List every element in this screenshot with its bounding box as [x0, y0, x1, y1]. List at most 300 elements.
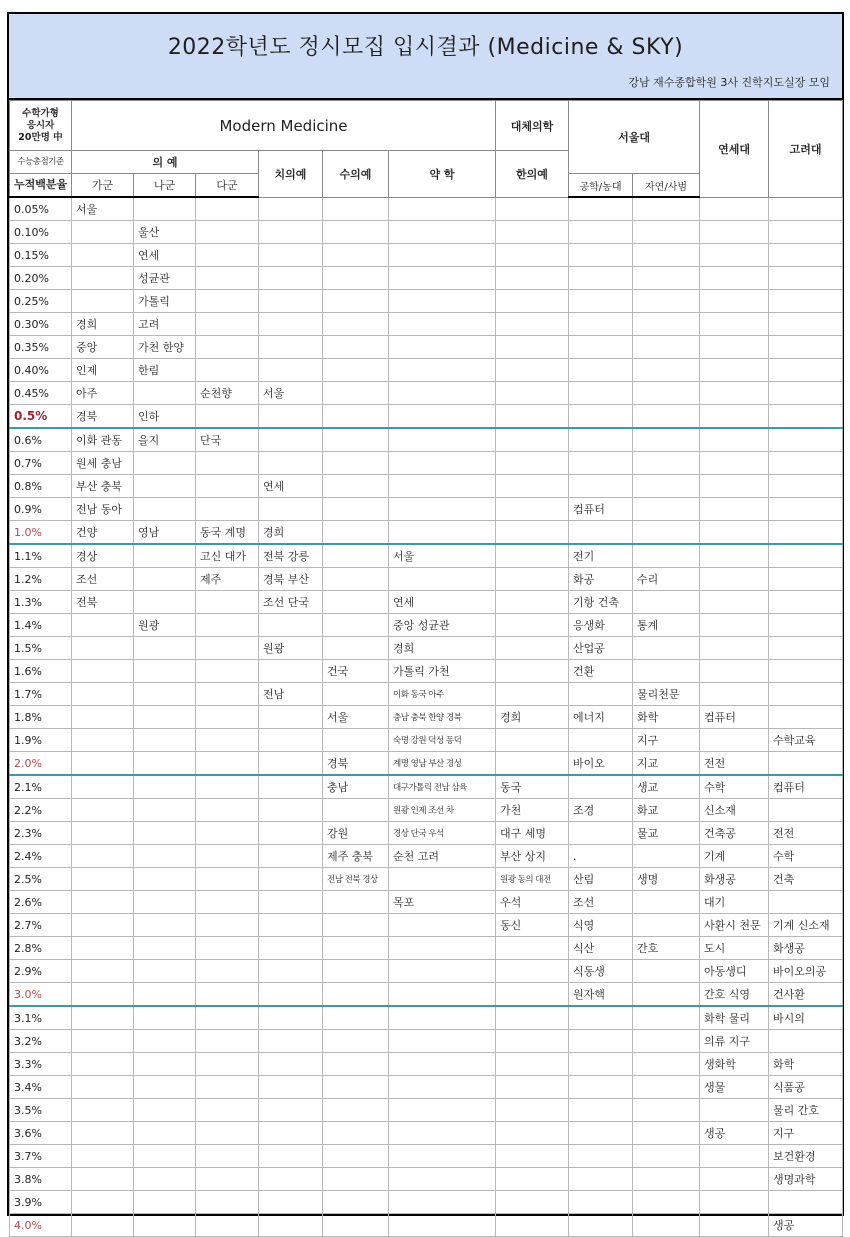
table-cell-snu-eng — [569, 244, 633, 267]
table-cell-pharm: 숙명 강원 덕성 동덕 — [389, 729, 496, 752]
table-cell-snu-eng — [569, 1099, 633, 1122]
table-cell-pharm: 서울 — [389, 544, 496, 568]
table-cell-yonsei — [700, 1099, 769, 1122]
table-cell-dent: 원광 — [259, 637, 323, 660]
table-cell-yonsei — [700, 591, 769, 614]
table-cell-ga — [72, 1006, 134, 1030]
table-cell-snu-sci — [633, 1122, 700, 1145]
table-cell-korea — [769, 244, 843, 267]
table-cell-yonsei — [700, 637, 769, 660]
table-cell-dent — [259, 1122, 323, 1145]
table-cell-snu-sci — [633, 914, 700, 937]
table-cell-korea — [769, 568, 843, 591]
table-cell-vet — [323, 1214, 389, 1237]
table-cell-yonsei: 건축공 — [700, 822, 769, 845]
table-cell-ga: 이화 관동 — [72, 428, 134, 452]
table-cell-yonsei — [700, 475, 769, 498]
table-cell-da — [196, 683, 259, 706]
table-cell-vet — [323, 729, 389, 752]
table-cell-ga: 서울 — [72, 197, 134, 221]
table-cell-yonsei: 대기 — [700, 891, 769, 914]
table-cell-dent — [259, 1006, 323, 1030]
table-cell-na — [134, 1006, 196, 1030]
table-cell-snu-eng — [569, 1076, 633, 1099]
table-cell-yonsei — [700, 452, 769, 475]
pharmacy-header: 약 학 — [389, 151, 496, 198]
table-cell-korea: 전전 — [769, 822, 843, 845]
percentile-cell: 2.2% — [10, 799, 72, 822]
table-row — [10, 1006, 843, 1030]
table-cell-orient — [496, 660, 569, 683]
table-cell-korea — [769, 683, 843, 706]
percentile-cell: 4.0% — [10, 1214, 72, 1237]
alt-medicine-header: 대체의학 — [496, 101, 569, 151]
table-cell-vet — [323, 1145, 389, 1168]
table-cell-orient — [496, 1053, 569, 1076]
table-cell-orient: 경희 — [496, 706, 569, 729]
table-cell-yonsei — [700, 221, 769, 244]
table-cell-ga: 부산 충북 — [72, 475, 134, 498]
title-block — [9, 14, 842, 100]
table-cell-pharm — [389, 267, 496, 290]
table-cell-snu-eng: . — [569, 845, 633, 868]
percentile-cell: 3.2% — [10, 1030, 72, 1053]
percentile-cell: 0.8% — [10, 475, 72, 498]
table-cell-snu-sci — [633, 521, 700, 545]
table-cell-snu-eng — [569, 405, 633, 429]
table-cell-na: 고려 — [134, 313, 196, 336]
table-cell-korea — [769, 313, 843, 336]
table-cell-na — [134, 729, 196, 752]
table-row — [10, 1122, 843, 1145]
table-cell-vet — [323, 1053, 389, 1076]
table-cell-snu-eng — [569, 267, 633, 290]
table-cell-da — [196, 891, 259, 914]
percentile-cell: 3.8% — [10, 1168, 72, 1191]
table-cell-na: 연세 — [134, 244, 196, 267]
table-cell-snu-eng — [569, 521, 633, 545]
table-cell-orient — [496, 960, 569, 983]
table-cell-dent — [259, 336, 323, 359]
table-cell-vet — [323, 382, 389, 405]
table-row — [10, 960, 843, 983]
table-row — [10, 1053, 843, 1076]
percentile-cell: 0.25% — [10, 290, 72, 313]
table-cell-ga — [72, 1053, 134, 1076]
table-cell-na — [134, 498, 196, 521]
percentile-cell: 1.0% — [10, 521, 72, 545]
table-cell-ga — [72, 822, 134, 845]
table-cell-vet: 서울 — [323, 706, 389, 729]
table-cell-snu-eng — [569, 1145, 633, 1168]
table-cell-ga — [72, 891, 134, 914]
table-cell-da — [196, 244, 259, 267]
table-cell-snu-sci — [633, 290, 700, 313]
percentile-cell: 2.5% — [10, 868, 72, 891]
table-cell-ga: 아주 — [72, 382, 134, 405]
table-cell-na: 한림 — [134, 359, 196, 382]
table-cell-pharm — [389, 475, 496, 498]
table-cell-dent — [259, 706, 323, 729]
table-cell-korea: 수학 — [769, 845, 843, 868]
table-row — [10, 568, 843, 591]
table-cell-snu-sci — [633, 591, 700, 614]
table-row — [10, 683, 843, 706]
table-cell-yonsei — [700, 729, 769, 752]
table-cell-snu-sci — [633, 267, 700, 290]
table-cell-snu-sci: 수리 — [633, 568, 700, 591]
table-cell-pharm — [389, 1122, 496, 1145]
table-cell-snu-eng: 원자핵 — [569, 983, 633, 1007]
table-cell-pharm: 목포 — [389, 891, 496, 914]
table-cell-ga: 경희 — [72, 313, 134, 336]
table-cell-korea — [769, 382, 843, 405]
table-row — [10, 891, 843, 914]
table-cell-na — [134, 845, 196, 868]
table-cell-da — [196, 1030, 259, 1053]
table-cell-na — [134, 1168, 196, 1191]
table-cell-yonsei — [700, 244, 769, 267]
table-cell-da — [196, 1122, 259, 1145]
table-cell-ga — [72, 706, 134, 729]
table-cell-yonsei: 아동생디 — [700, 960, 769, 983]
table-cell-dent — [259, 1145, 323, 1168]
percentile-cell: 0.05% — [10, 197, 72, 221]
table-cell-vet: 경북 — [323, 752, 389, 776]
percentile-cell: 1.6% — [10, 660, 72, 683]
table-cell-da — [196, 1214, 259, 1237]
table-cell-na — [134, 1214, 196, 1237]
table-cell-pharm — [389, 405, 496, 429]
table-cell-yonsei — [700, 568, 769, 591]
table-cell-ga — [72, 729, 134, 752]
table-cell-ga: 건양 — [72, 521, 134, 545]
table-cell-da — [196, 960, 259, 983]
percentile-cell: 0.15% — [10, 244, 72, 267]
table-cell-na — [134, 960, 196, 983]
table-cell-vet — [323, 1191, 389, 1214]
table-cell-vet — [323, 428, 389, 452]
table-cell-orient — [496, 1214, 569, 1237]
table-cell-dent — [259, 960, 323, 983]
table-cell-na — [134, 983, 196, 1007]
table-cell-dent — [259, 752, 323, 776]
table-cell-vet — [323, 568, 389, 591]
table-cell-orient — [496, 475, 569, 498]
table-cell-dent: 전북 강릉 — [259, 544, 323, 568]
table-cell-snu-eng — [569, 683, 633, 706]
table-row — [10, 359, 843, 382]
table-cell-snu-eng — [569, 428, 633, 452]
table-cell-dent — [259, 1030, 323, 1053]
table-cell-da — [196, 197, 259, 221]
table-row — [10, 475, 843, 498]
table-cell-dent — [259, 729, 323, 752]
table-row — [10, 729, 843, 752]
table-cell-da — [196, 1145, 259, 1168]
table-cell-korea — [769, 498, 843, 521]
table-cell-orient — [496, 683, 569, 706]
table-cell-korea — [769, 752, 843, 776]
percentile-cell: 2.0% — [10, 752, 72, 776]
table-cell-snu-sci — [633, 891, 700, 914]
table-cell-vet — [323, 983, 389, 1007]
table-row — [10, 752, 843, 776]
table-cell-da — [196, 498, 259, 521]
table-cell-na — [134, 1191, 196, 1214]
table-cell-yonsei — [700, 313, 769, 336]
table-cell-orient: 대구 세명 — [496, 822, 569, 845]
table-cell-snu-eng — [569, 1053, 633, 1076]
table-cell-snu-eng: 화공 — [569, 568, 633, 591]
table-cell-korea: 바이오의공 — [769, 960, 843, 983]
table-cell-snu-sci: 통계 — [633, 614, 700, 637]
table-cell-pharm — [389, 1214, 496, 1237]
table-cell-snu-sci — [633, 1030, 700, 1053]
table-cell-korea — [769, 428, 843, 452]
table-cell-snu-sci: 화학 — [633, 706, 700, 729]
table-cell-vet: 건국 — [323, 660, 389, 683]
table-cell-korea: 화학 — [769, 1053, 843, 1076]
table-cell-snu-sci — [633, 428, 700, 452]
table-cell-snu-eng — [569, 1030, 633, 1053]
table-cell-da — [196, 983, 259, 1007]
table-cell-ga — [72, 637, 134, 660]
table-cell-snu-sci — [633, 382, 700, 405]
ga-header: 가군 — [72, 174, 134, 198]
table-cell-dent — [259, 267, 323, 290]
table-cell-dent — [259, 799, 323, 822]
table-row — [10, 1076, 843, 1099]
table-cell-da — [196, 267, 259, 290]
table-cell-na: 성균관 — [134, 267, 196, 290]
table-cell-snu-eng — [569, 290, 633, 313]
percentile-cell: 1.5% — [10, 637, 72, 660]
korea-header: 고려대 — [769, 101, 843, 198]
table-cell-ga — [72, 799, 134, 822]
table-cell-vet — [323, 1122, 389, 1145]
table-cell-ga — [72, 1145, 134, 1168]
table-cell-korea: 물리 간호 — [769, 1099, 843, 1122]
corner-header-top: 수학가형 응시자 20만명 中 — [10, 101, 72, 151]
table-cell-na — [134, 452, 196, 475]
table-cell-vet — [323, 1006, 389, 1030]
table-cell-da — [196, 660, 259, 683]
table-row — [10, 937, 843, 960]
table-cell-da — [196, 937, 259, 960]
table-cell-da: 동국 계명 — [196, 521, 259, 545]
table-cell-pharm — [389, 197, 496, 221]
table-cell-dent — [259, 891, 323, 914]
table-cell-ga — [72, 937, 134, 960]
table-cell-da — [196, 799, 259, 822]
table-cell-vet — [323, 683, 389, 706]
table-cell-snu-eng — [569, 313, 633, 336]
table-cell-dent — [259, 359, 323, 382]
table-cell-snu-sci: 생교 — [633, 775, 700, 799]
percentile-cell: 3.0% — [10, 983, 72, 1007]
table-cell-ga — [72, 983, 134, 1007]
table-cell-snu-eng: 식동생 — [569, 960, 633, 983]
table-cell-dent — [259, 428, 323, 452]
table-cell-orient — [496, 521, 569, 545]
table-cell-korea — [769, 1030, 843, 1053]
table-cell-na — [134, 683, 196, 706]
table-cell-vet — [323, 799, 389, 822]
table-cell-vet — [323, 498, 389, 521]
table-row — [10, 775, 843, 799]
table-cell-dent — [259, 775, 323, 799]
table-cell-ga — [72, 660, 134, 683]
table-cell-snu-sci: 간호 — [633, 937, 700, 960]
da-header: 다군 — [196, 174, 259, 198]
table-cell-pharm — [389, 498, 496, 521]
page-title: 2022학년도 정시모집 입시결과 (Medicine & SKY) — [167, 35, 684, 60]
table-cell-da — [196, 1006, 259, 1030]
table-cell-orient — [496, 1168, 569, 1191]
table-cell-orient — [496, 614, 569, 637]
table-cell-yonsei: 생공 — [700, 1122, 769, 1145]
table-cell-ga — [72, 683, 134, 706]
percentile-cell: 0.45% — [10, 382, 72, 405]
table-cell-snu-sci — [633, 660, 700, 683]
percentile-cell: 0.6% — [10, 428, 72, 452]
table-cell-na — [134, 891, 196, 914]
table-cell-vet: 제주 충북 — [323, 845, 389, 868]
table-cell-snu-eng: 바이오 — [569, 752, 633, 776]
table-cell-da — [196, 706, 259, 729]
table-cell-na — [134, 1145, 196, 1168]
table-cell-vet — [323, 267, 389, 290]
table-cell-ga — [72, 1030, 134, 1053]
table-cell-korea: 건축 — [769, 868, 843, 891]
table-cell-dent — [259, 290, 323, 313]
table-cell-da — [196, 336, 259, 359]
table-cell-ga — [72, 1076, 134, 1099]
table-cell-vet — [323, 1099, 389, 1122]
table-cell-korea — [769, 637, 843, 660]
table-cell-pharm — [389, 290, 496, 313]
table-cell-vet: 전남 전북 경상 — [323, 868, 389, 891]
table-cell-orient — [496, 1122, 569, 1145]
table-row — [10, 290, 843, 313]
table-cell-korea — [769, 336, 843, 359]
table-cell-snu-sci — [633, 1006, 700, 1030]
table-cell-yonsei: 생화학 — [700, 1053, 769, 1076]
percentile-cell: 0.10% — [10, 221, 72, 244]
table-cell-yonsei — [700, 614, 769, 637]
table-cell-da — [196, 868, 259, 891]
table-cell-snu-eng: 산림 — [569, 868, 633, 891]
table-cell-snu-eng: 식영 — [569, 914, 633, 937]
table-cell-snu-eng — [569, 475, 633, 498]
table-cell-dent — [259, 197, 323, 221]
table-cell-da — [196, 359, 259, 382]
table-cell-vet — [323, 960, 389, 983]
table-cell-pharm — [389, 1145, 496, 1168]
table-cell-na — [134, 937, 196, 960]
table-cell-snu-eng — [569, 775, 633, 799]
table-cell-yonsei: 신소재 — [700, 799, 769, 822]
percentile-cell: 1.1% — [10, 544, 72, 568]
table-cell-dent: 전남 — [259, 683, 323, 706]
table-row — [10, 544, 843, 568]
table-cell-vet — [323, 452, 389, 475]
table-cell-snu-eng — [569, 359, 633, 382]
table-cell-korea: 보건환경 — [769, 1145, 843, 1168]
table-cell-pharm: 대구가톨릭 전남 삼육 — [389, 775, 496, 799]
table-cell-dent — [259, 983, 323, 1007]
table-row — [10, 313, 843, 336]
table-cell-vet — [323, 405, 389, 429]
percentile-cell: 2.4% — [10, 845, 72, 868]
results-sheet — [7, 12, 844, 1232]
table-cell-pharm — [389, 313, 496, 336]
table-cell-yonsei — [700, 267, 769, 290]
table-cell-snu-sci — [633, 498, 700, 521]
table-cell-ga: 중앙 — [72, 336, 134, 359]
table-cell-da — [196, 1076, 259, 1099]
table-cell-yonsei: 사환시 천문 — [700, 914, 769, 937]
percentile-cell: 3.4% — [10, 1076, 72, 1099]
table-cell-na — [134, 591, 196, 614]
percentile-cell: 3.5% — [10, 1099, 72, 1122]
table-cell-ga — [72, 1214, 134, 1237]
table-cell-snu-sci: 물교 — [633, 822, 700, 845]
table-cell-pharm: 경상 단국 우석 — [389, 822, 496, 845]
vet-header: 수의예 — [323, 151, 389, 198]
table-cell-yonsei — [700, 428, 769, 452]
table-row — [10, 1145, 843, 1168]
table-cell-korea: 바시의 — [769, 1006, 843, 1030]
table-cell-orient — [496, 729, 569, 752]
table-cell-da — [196, 1191, 259, 1214]
table-cell-dent — [259, 937, 323, 960]
table-cell-na — [134, 382, 196, 405]
table-cell-orient — [496, 1030, 569, 1053]
table-cell-orient — [496, 290, 569, 313]
percentile-cell: 1.3% — [10, 591, 72, 614]
table-cell-snu-eng: 산업공 — [569, 637, 633, 660]
table-cell-snu-eng — [569, 822, 633, 845]
table-cell-orient — [496, 983, 569, 1007]
table-cell-ga — [72, 752, 134, 776]
table-cell-ga — [72, 960, 134, 983]
table-cell-na — [134, 822, 196, 845]
table-cell-pharm — [389, 1076, 496, 1099]
table-cell-yonsei — [700, 683, 769, 706]
table-cell-vet — [323, 197, 389, 221]
table-cell-da — [196, 405, 259, 429]
table-cell-da — [196, 914, 259, 937]
table-cell-korea — [769, 521, 843, 545]
percentile-cell: 1.4% — [10, 614, 72, 637]
table-cell-ga — [72, 1191, 134, 1214]
table-cell-pharm — [389, 244, 496, 267]
table-cell-snu-eng: 에너지 — [569, 706, 633, 729]
table-cell-da — [196, 221, 259, 244]
table-cell-na: 원광 — [134, 614, 196, 637]
table-row — [10, 498, 843, 521]
table-cell-snu-eng — [569, 221, 633, 244]
table-cell-snu-sci — [633, 313, 700, 336]
table-cell-pharm — [389, 521, 496, 545]
table-cell-snu-eng — [569, 336, 633, 359]
table-cell-pharm — [389, 1168, 496, 1191]
table-cell-orient — [496, 221, 569, 244]
table-cell-na — [134, 197, 196, 221]
table-cell-da — [196, 1168, 259, 1191]
